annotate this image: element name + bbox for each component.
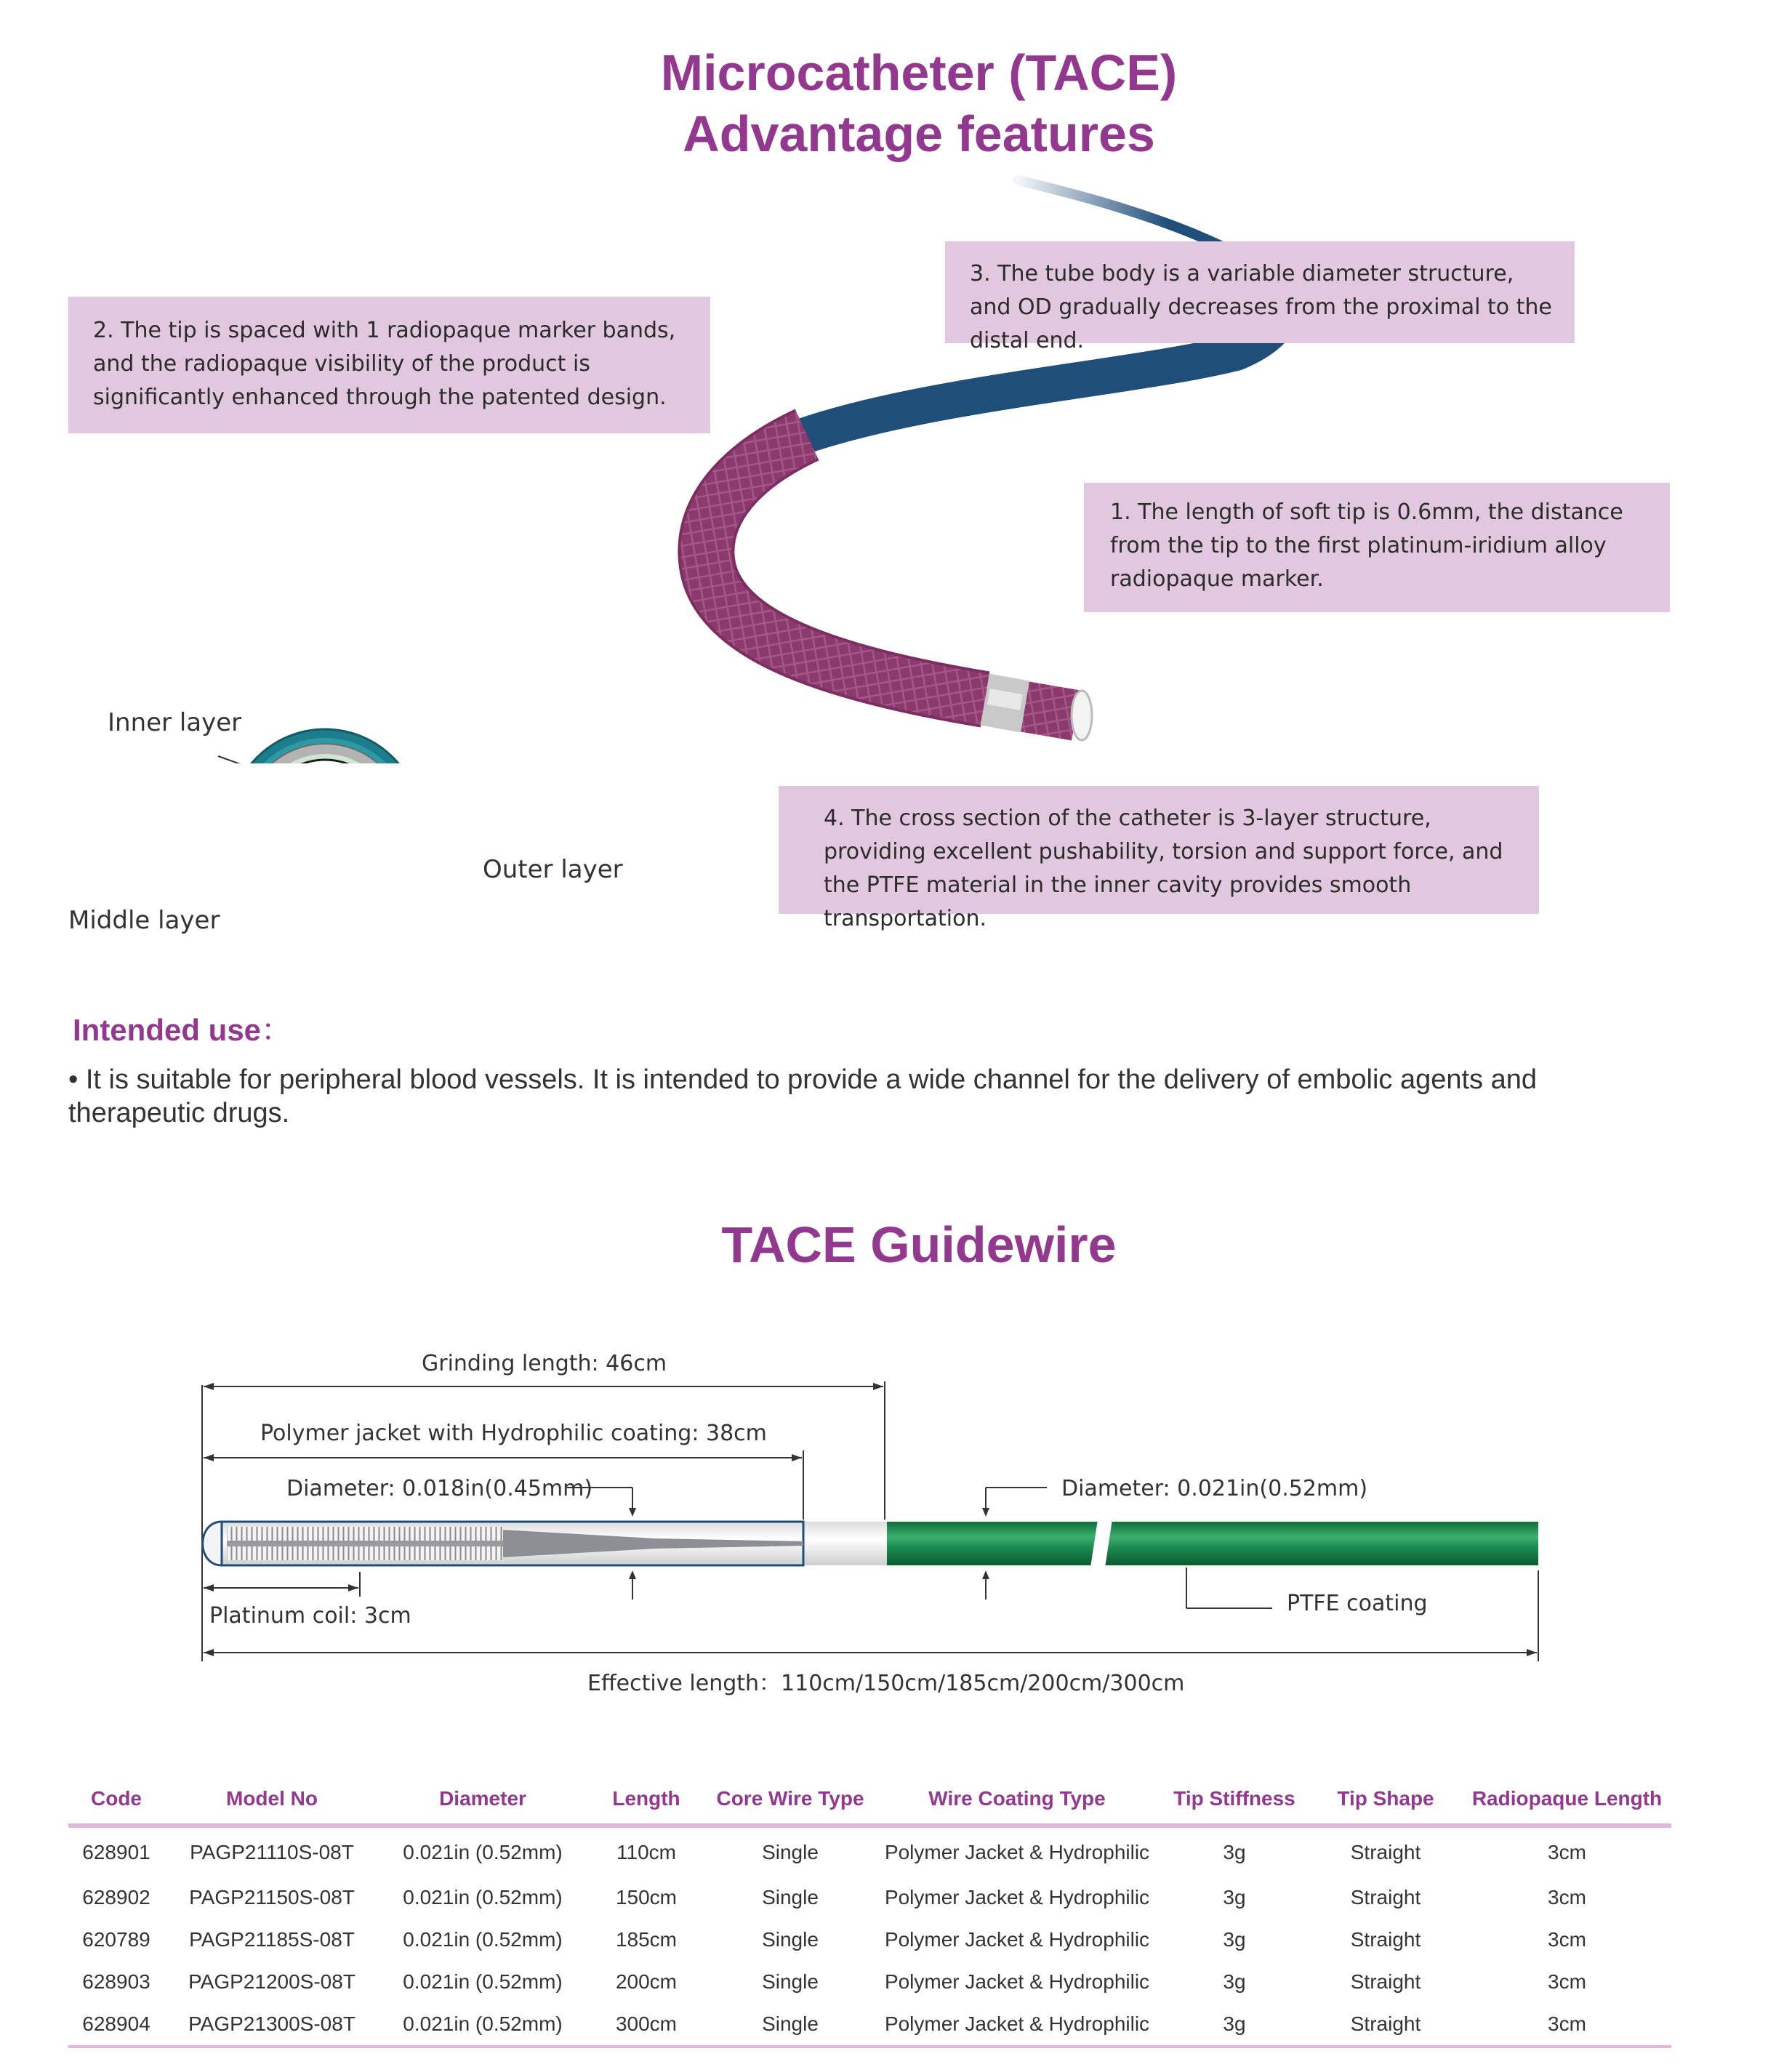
header-tip-shape: Tip Shape	[1337, 1787, 1434, 1810]
cell-tip-stiffness: 3g	[1223, 1840, 1246, 1863]
intended-use-heading	[73, 1006, 292, 1050]
cell-length: 185cm	[615, 1928, 678, 1951]
polymer-jacket-label: Polymer jacket with Hydrophilic coating: 38cm	[260, 1421, 767, 1446]
cell-core-wire-type: Single	[762, 1840, 819, 1863]
table-row	[68, 1826, 1671, 1877]
cell-radiopaque-length: 3cm	[1548, 1928, 1586, 1951]
header-radiopaque-length: Radiopaque Length	[1471, 1787, 1663, 1810]
inner-layer-label: Inner layer	[108, 708, 242, 737]
cell-model-no: PAGP21150S-08T	[189, 1886, 355, 1909]
cell-radiopaque-length: 3cm	[1548, 1840, 1586, 1863]
effective-length-label: Effective length：110cm/150cm/185cm/200cm/300cm	[587, 1671, 1185, 1696]
cell-tip-stiffness: 3g	[1223, 1886, 1246, 1909]
callout-3: 3. The tube body is a variable diameter structure, and OD gradually decreases from the proximal to the distal end.	[945, 241, 1575, 343]
cell-radiopaque-length: 3cm	[1548, 1970, 1586, 1993]
header-wire-coating-type: Wire Coating Type	[928, 1787, 1106, 1810]
ptfe-coating-label: PTFE coating	[1287, 1591, 1428, 1616]
header-model-no: Model No	[226, 1787, 318, 1810]
guidewire-title: TACE Guidewire	[721, 1216, 1117, 1273]
callout-4: 4. The cross section of the catheter is 3-layer structure, providing excellent pushability, torsion and support force, and the PTFE material in the inner cavity provides smooth transportation.	[779, 786, 1539, 914]
cell-model-no: PAGP21185S-08T	[189, 1928, 355, 1951]
cell-length: 300cm	[586, 2003, 707, 2047]
cell-wire-coating-type: Polymer Jacket & Hydrophilic	[884, 1886, 1150, 1909]
cell-wire-coating-type: Polymer Jacket & Hydrophilic	[884, 1840, 1150, 1863]
cell-code: 628904	[68, 2003, 164, 2047]
cell-code: 628901	[82, 1840, 150, 1863]
cell-diameter: 0.021in (0.52mm)	[403, 1928, 563, 1951]
cell-radiopaque-length: 3cm	[1548, 1886, 1586, 1909]
intended-use-label: Intended use	[73, 1013, 262, 1047]
diameter-distal-label: Diameter: 0.018in(0.45mm)	[286, 1476, 593, 1501]
header-tip-stiffness: Tip Stiffness	[1173, 1787, 1295, 1810]
cell-code: 620789	[82, 1928, 150, 1951]
spec-table	[68, 1774, 1671, 2048]
cell-length: 110cm	[616, 1840, 676, 1863]
header-length: Length	[612, 1787, 680, 1810]
cell-core-wire-type: Single	[762, 1928, 819, 1951]
cell-diameter: 0.021in (0.52mm)	[403, 1970, 563, 1993]
cell-model-no: PAGP21200S-08T	[188, 1970, 355, 1993]
cell-tip-stiffness: 3g	[1160, 2003, 1309, 2047]
cell-core-wire-type: Single	[707, 2003, 874, 2047]
header-code: Code	[91, 1787, 142, 1810]
table-row	[68, 1961, 1671, 2003]
table-row	[68, 2003, 1671, 2047]
cell-code: 628902	[82, 1886, 150, 1909]
header-core-wire-type: Core Wire Type	[716, 1787, 864, 1810]
cell-code: 628903	[82, 1970, 150, 1993]
cell-diameter: 0.021in (0.52mm)	[403, 1886, 563, 1909]
cell-tip-stiffness: 3g	[1223, 1970, 1246, 1993]
cell-tip-shape: Straight	[1350, 1840, 1421, 1863]
cell-core-wire-type: Single	[762, 1886, 819, 1909]
cell-tip-shape: Straight	[1350, 1970, 1421, 1993]
cell-tip-shape: Straight	[1350, 1886, 1421, 1909]
cell-model-no: PAGP21110S-08T	[190, 1840, 354, 1863]
table-header-row	[68, 1774, 1671, 1826]
cell-wire-coating-type: Polymer Jacket & Hydrophilic	[884, 1928, 1150, 1951]
cell-radiopaque-length: 3cm	[1463, 2003, 1671, 2047]
cell-model-no: PAGP21300S-08T	[164, 2003, 379, 2047]
guidewire-diagram	[0, 1309, 1792, 1716]
cell-tip-stiffness: 3g	[1223, 1928, 1246, 1951]
cell-length: 200cm	[615, 1970, 678, 1993]
intended-use-text: • It is suitable for peripheral blood vessels. It is intended to provide a wide channel for the delivery of embolic agents and therapeutic drugs.	[68, 1064, 1538, 1128]
middle-layer-label: Middle layer	[68, 906, 220, 935]
grinding-length-label: Grinding length: 46cm	[422, 1351, 667, 1376]
cell-core-wire-type: Single	[762, 1970, 819, 1993]
cell-length: 150cm	[615, 1886, 678, 1909]
platinum-coil-label: Platinum coil: 3cm	[209, 1603, 411, 1629]
callout-2: 2. The tip is spaced with 1 radiopaque marker bands, and the radiopaque visibility of the product is significantly enhanced through the patented design.	[68, 297, 710, 433]
table-row	[68, 1919, 1671, 1961]
cell-tip-shape: Straight	[1309, 2003, 1463, 2047]
outer-layer-label: Outer layer	[483, 855, 623, 884]
cell-tip-shape: Straight	[1350, 1928, 1421, 1951]
cell-diameter: 0.021in (0.52mm)	[403, 1840, 563, 1863]
cell-wire-coating-type: Polymer Jacket & Hydrophilic	[884, 1970, 1150, 1993]
cell-diameter: 0.021in (0.52mm)	[379, 2003, 586, 2047]
diameter-proximal-label: Diameter: 0.021in(0.52mm)	[1061, 1476, 1368, 1501]
title-line-2: Advantage features	[683, 105, 1155, 162]
callout-1: 1. The length of soft tip is 0.6mm, the distance from the tip to the first platinum-iridium alloy radiopaque marker.	[1084, 483, 1670, 612]
intended-use-colon: ：	[261, 1013, 292, 1047]
title-line-1: Microcatheter (TACE)	[660, 44, 1178, 101]
header-diameter: Diameter	[439, 1787, 526, 1810]
cell-wire-coating-type: Polymer Jacket & Hydrophilic	[874, 2003, 1160, 2047]
table-row	[68, 1877, 1671, 1919]
